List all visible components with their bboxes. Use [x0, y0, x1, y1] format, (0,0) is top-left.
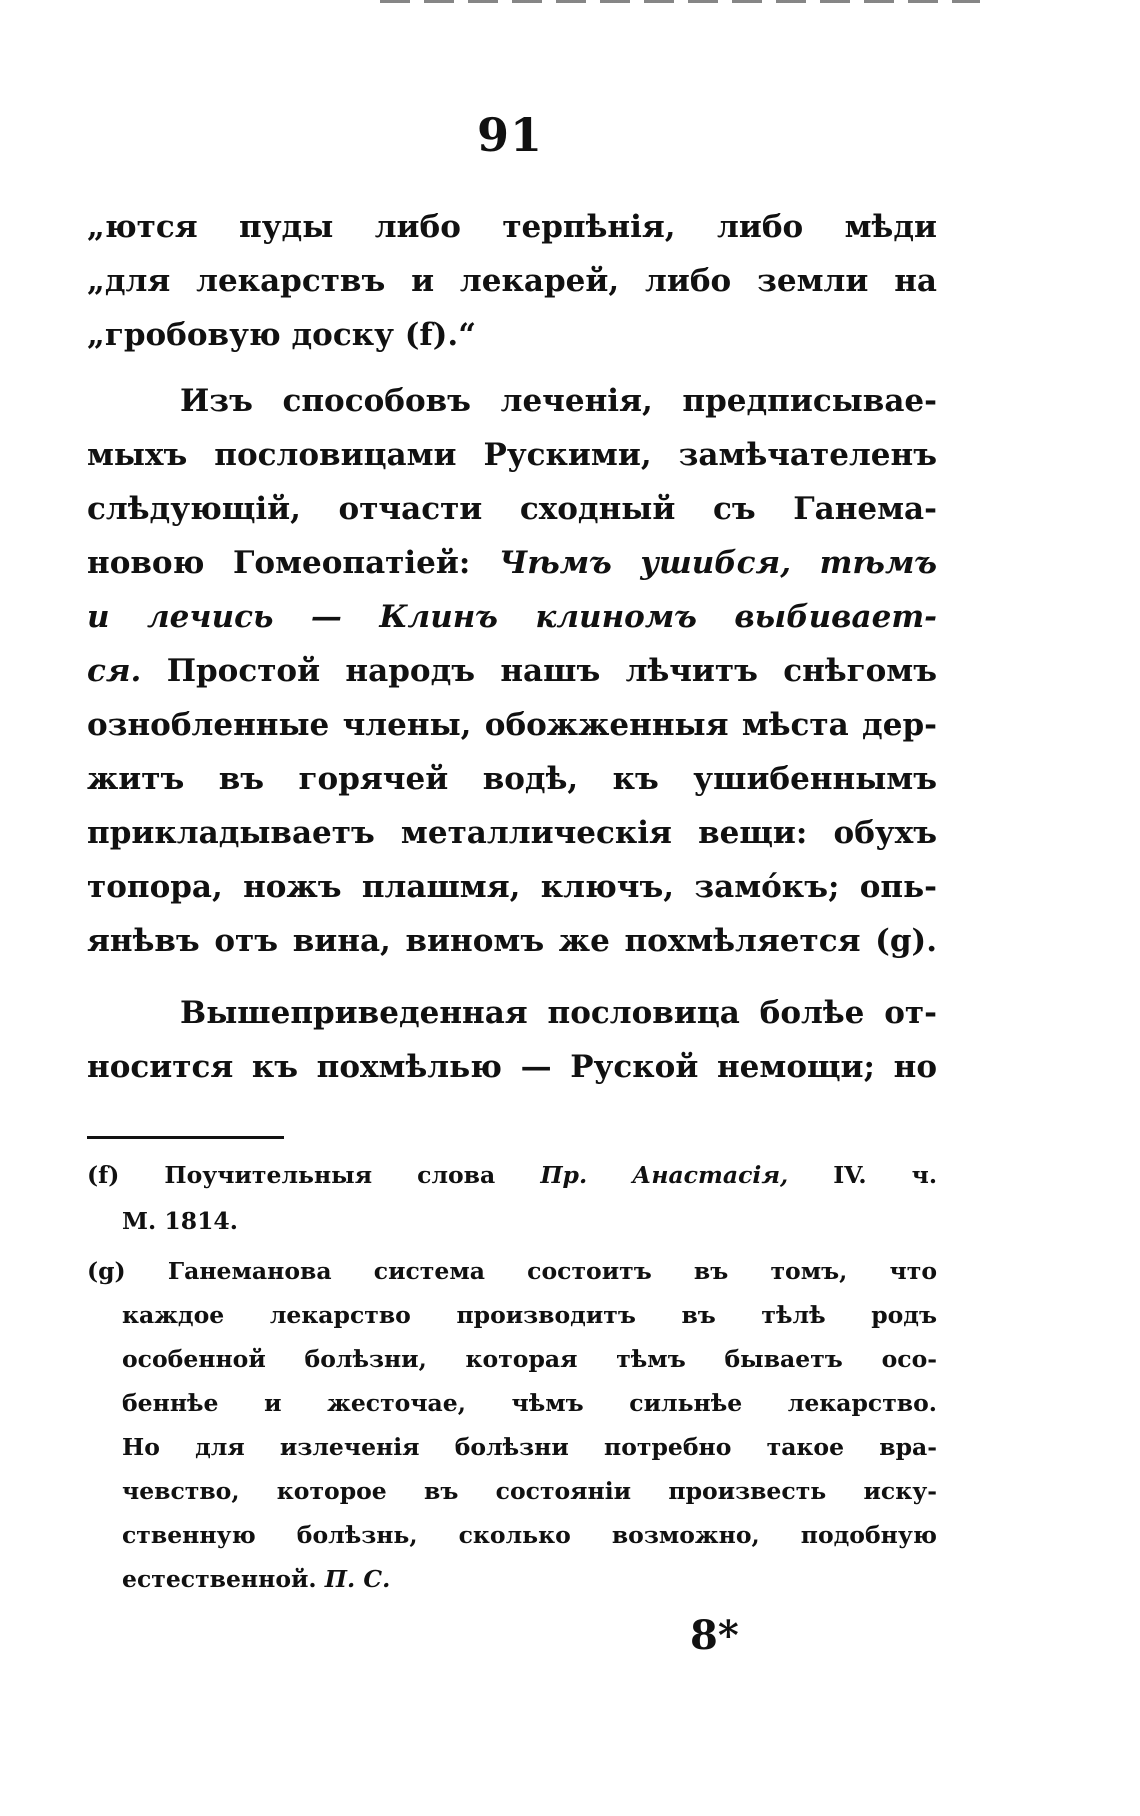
text-line: слѣдующій, отчасти сходный съ Ганема-: [87, 491, 937, 527]
text-line: житъ въ горячей водѣ, къ ушибеннымъ: [87, 761, 937, 797]
footnote-g-line: чевство, которое въ состояніи произвесть иску-: [122, 1477, 937, 1505]
footnote-text: (f) Поучительныя слова: [87, 1161, 496, 1189]
text-line: топора, ножъ плашмя, ключъ, замо́къ; опь-: [87, 869, 937, 905]
proverb-italic: Чѣмъ ушибся, тѣмъ: [498, 545, 937, 581]
footnote-text: IV. ч.: [833, 1161, 937, 1189]
top-edge-rule: [380, 0, 980, 3]
text-line: „для лекарствъ и лекарей, либо земли на: [87, 263, 937, 299]
footnote-g-line: [122, 1564, 937, 1594]
paragraph-start: Изъ способовъ леченія, предписывае-: [180, 383, 937, 419]
text-line: ознобленные члены, обожженныя мѣста дер-: [87, 707, 937, 743]
paragraph-start: Вышеприведенная пословица болѣе от-: [180, 995, 937, 1031]
text-span: Простой народъ нашъ лѣчитъ снѣгомъ: [166, 653, 938, 689]
text-span: новою Гомеопатіей:: [87, 545, 471, 581]
text-line: мыхъ пословицами Рускими, замѣчателенъ: [87, 437, 937, 473]
footnote-g-line: ственную болѣзнь, сколько возможно, подобную: [122, 1521, 937, 1549]
proverb-line: и лечись — Клинъ клиномъ выбивает-: [87, 599, 937, 635]
text-line: [87, 544, 937, 582]
footnote-italic: П. С.: [324, 1565, 391, 1593]
signature-mark: 8*: [690, 1612, 739, 1659]
footnote-f-line: [87, 1160, 937, 1190]
footnote-italic: Пр. Анастасія,: [540, 1161, 789, 1189]
text-line: „ются пуды либо терпѣнія, либо мѣди: [87, 209, 937, 245]
footnote-text: естественной.: [122, 1565, 317, 1593]
text-line: носится къ похмѣлью — Руской немощи; но: [87, 1049, 937, 1085]
footnote-rule: [87, 1136, 284, 1139]
footnote-g-line: беннѣе и жесточае, чѣмъ сильнѣе лекарство.: [122, 1389, 937, 1417]
text-line: [87, 652, 937, 690]
page-number: 91: [476, 108, 543, 162]
footnote-g-line: (g) Ганеманова система состоитъ въ томъ, что: [87, 1257, 937, 1285]
text-line: янѣвъ отъ вина, виномъ же похмѣляется (g).: [87, 923, 937, 959]
footnote-g-line: особенной болѣзни, которая тѣмъ бываетъ осо-: [122, 1345, 937, 1373]
footnote-f-line: М. 1814.: [122, 1207, 238, 1235]
footnote-g-line: Но для излеченія болѣзни потребно такое вра-: [122, 1433, 937, 1461]
footnote-g-line: каждое лекарство производитъ въ тѣлѣ родъ: [122, 1301, 937, 1329]
text-line: прикладываетъ металлическія вещи: обухъ: [87, 815, 937, 851]
text-line: „гробовую доску (f).“: [87, 317, 477, 353]
proverb-italic: ся.: [87, 653, 142, 689]
